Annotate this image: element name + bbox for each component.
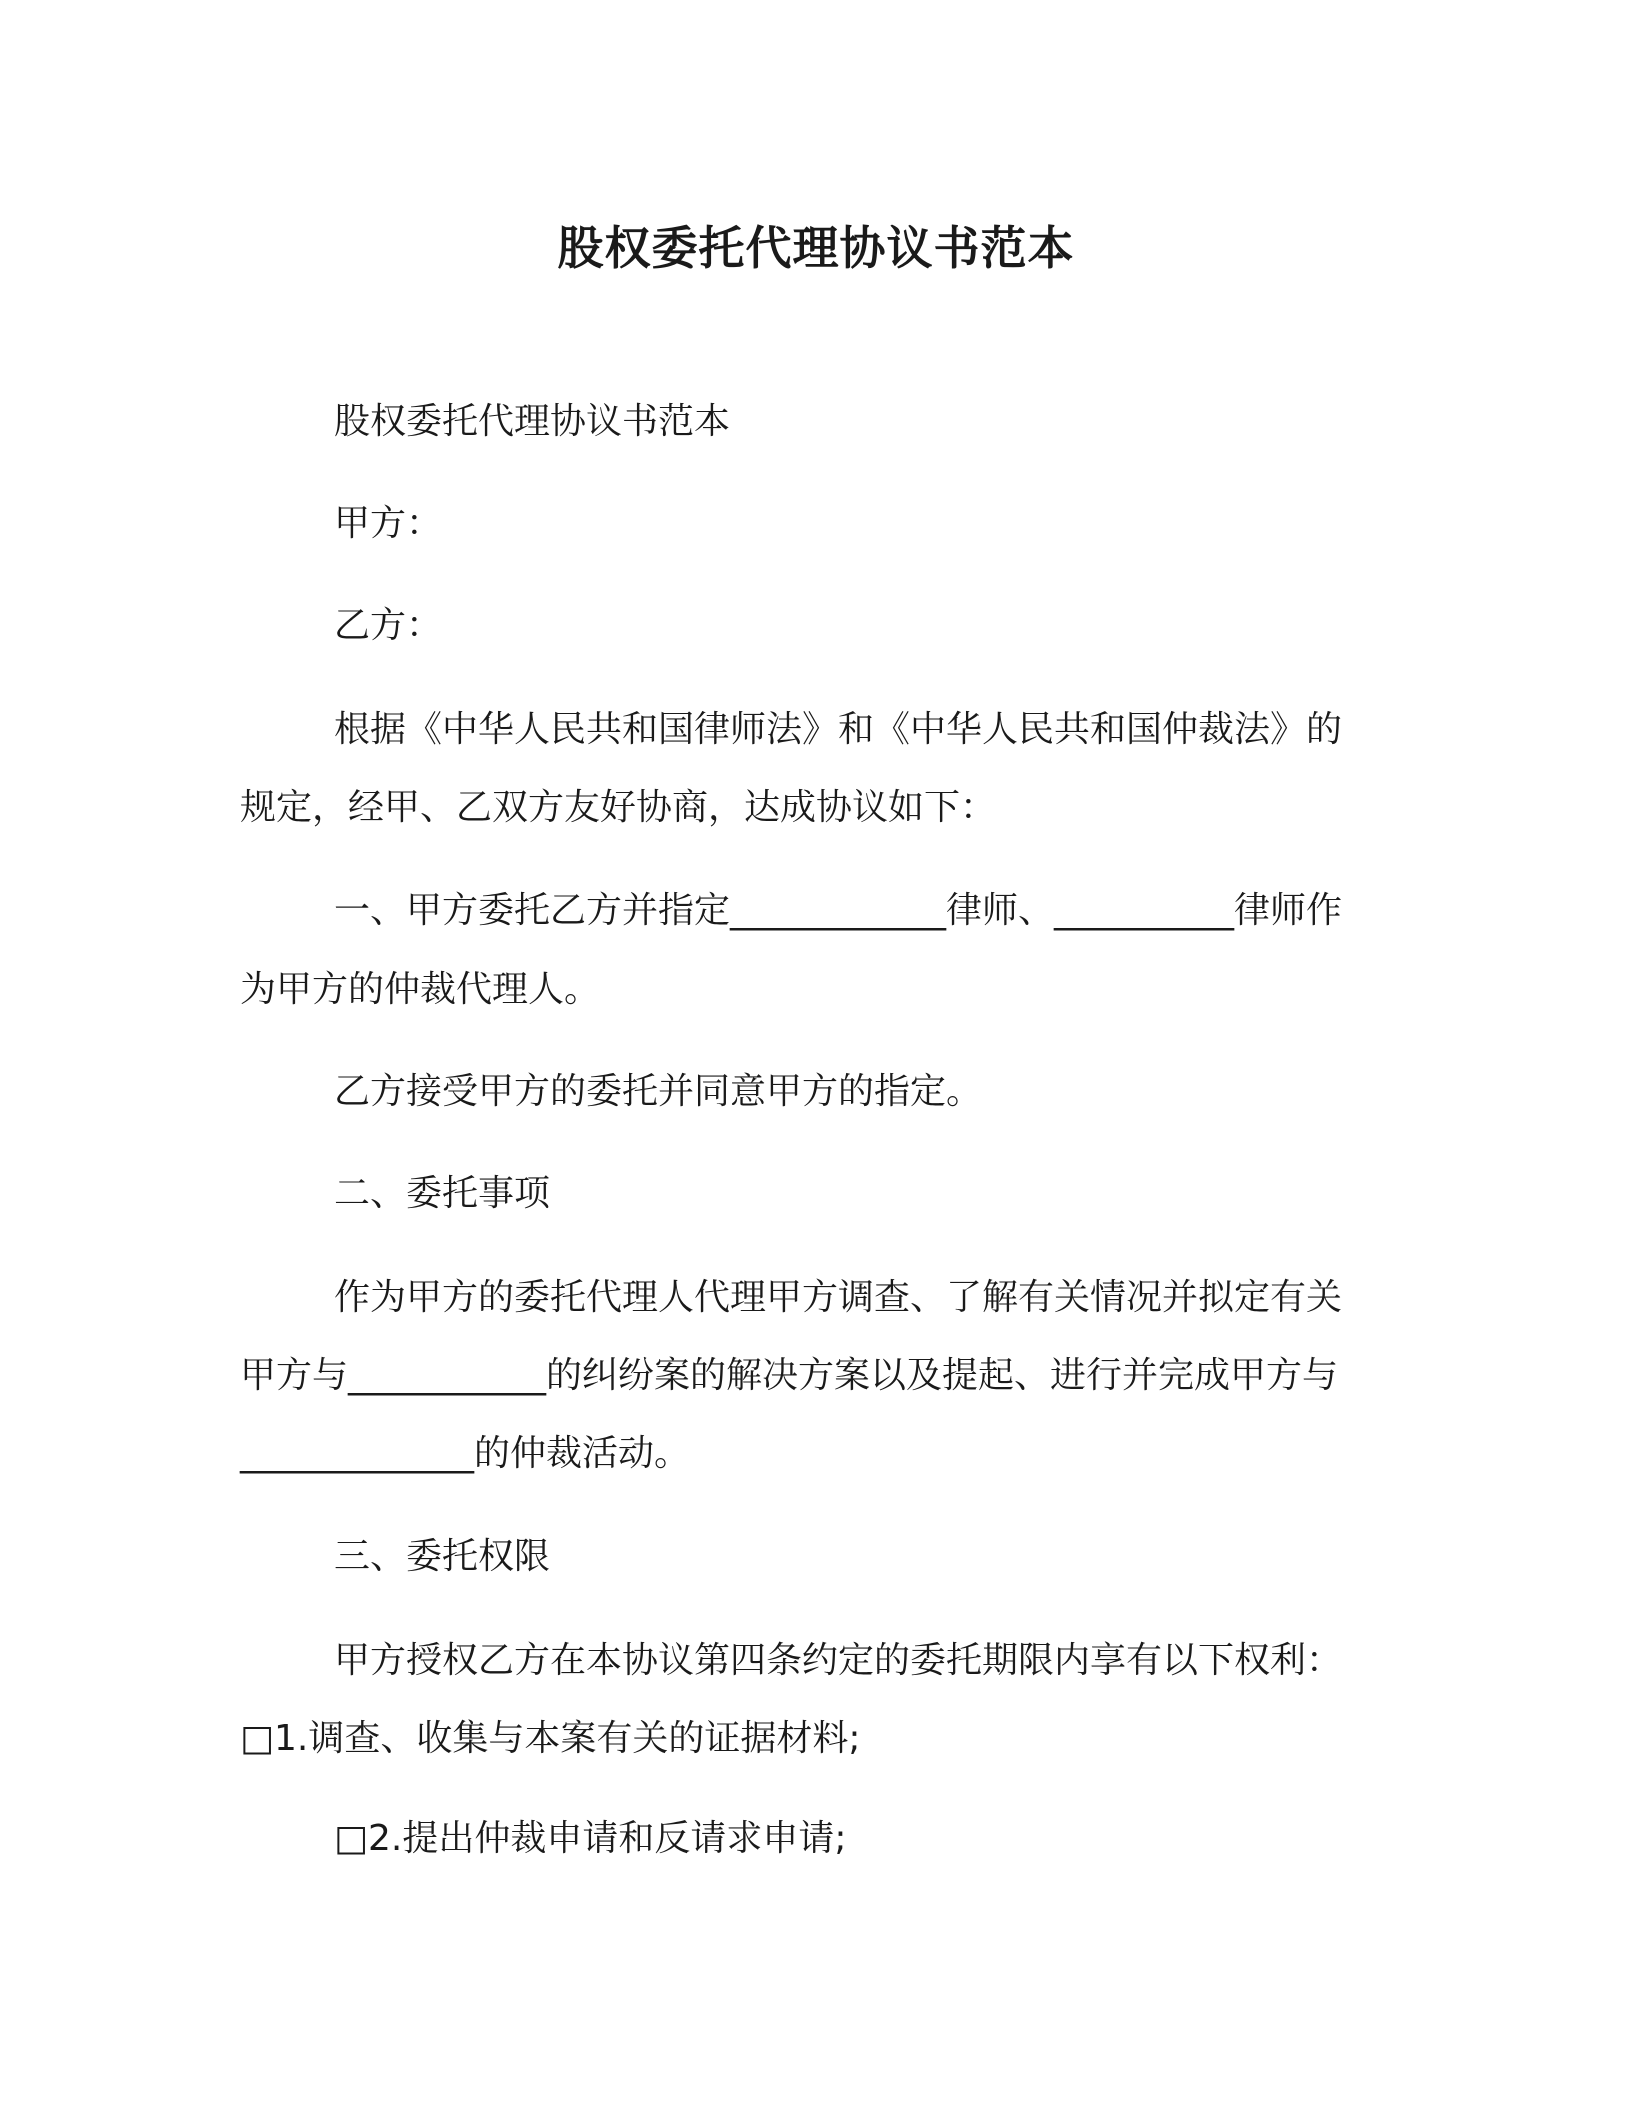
acceptance-line: 乙方接受甲方的委托并同意甲方的指定。 [334, 1071, 983, 1112]
clause-1-line-2: 为甲方的仲裁代理人。 [240, 969, 601, 1010]
section-2-line-1: 作为甲方的委托代理人代理甲方调查、了解有关情况并拟定有关 [334, 1277, 1343, 1318]
authority-item-2: □2.提出仲裁申请和反请求申请; [334, 1818, 847, 1859]
subtitle-line: 股权委托代理协议书范本 [334, 401, 731, 442]
section-3-intro: 甲方授权乙方在本协议第四条约定的委托期限内享有以下权利： [334, 1640, 1343, 1681]
preamble-line-1: 根据《中华人民共和国律师法》和《中华人民共和国仲裁法》的 [334, 709, 1343, 750]
authority-item-1: □1.调查、收集与本案有关的证据材料; [240, 1718, 861, 1759]
clause-1-line-1: 一、甲方委托乙方并指定____________律师、__________律师作 [334, 890, 1343, 931]
section-2-line-2: 甲方与___________的纠纷案的解决方案以及提起、进行并完成甲方与 [240, 1355, 1339, 1396]
party-b-line: 乙方： [334, 605, 443, 646]
section-2-heading: 二、委托事项 [334, 1173, 551, 1214]
document-title: 股权委托代理协议书范本 [557, 221, 1075, 275]
party-a-line: 甲方： [334, 503, 443, 544]
preamble-line-2: 规定，经甲、乙双方友好协商，达成协议如下： [240, 787, 997, 828]
section-3-heading: 三、委托权限 [334, 1536, 551, 1577]
section-2-line-3: _____________的仲裁活动。 [240, 1433, 691, 1474]
